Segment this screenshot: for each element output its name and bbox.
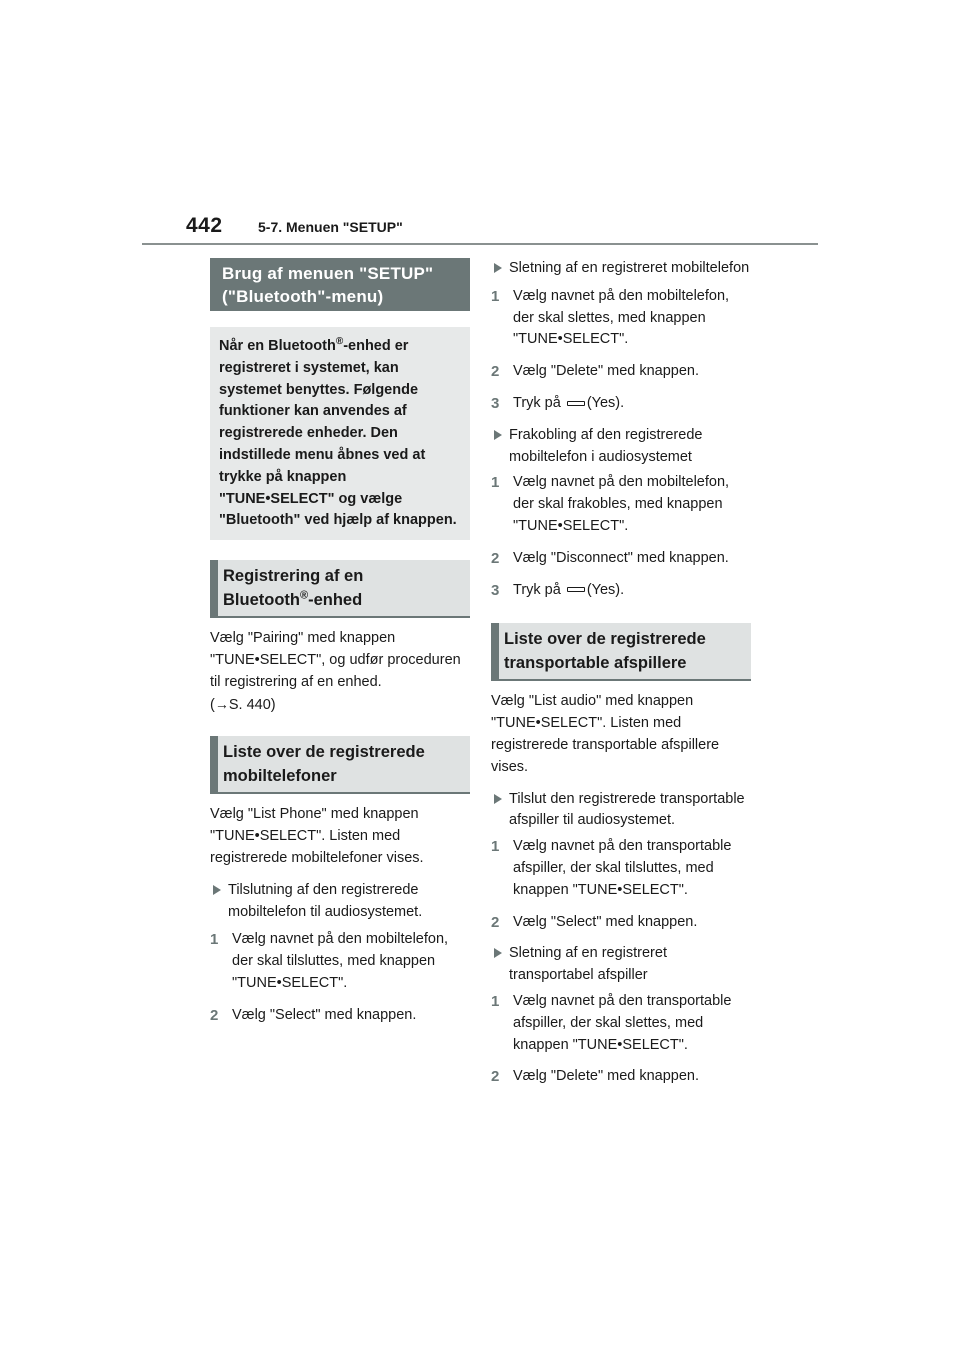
step-text-post: (Yes). [586, 394, 625, 411]
phone-button-icon [567, 401, 585, 406]
phone-button-icon [567, 587, 585, 592]
left-column [210, 258, 470, 1027]
bullet-text: Sletning af en registreret transportabel afspiller [509, 945, 667, 984]
section-heading: Brug af menuen "SETUP" ("Bluetooth"-menu) [210, 258, 470, 311]
step-number: 2 [491, 913, 500, 931]
step-text-pre: Tryk på [513, 394, 561, 411]
phones-body: Vælg "List Phone" med knappen "TUNE•SELECT". Listen med registrerede mobiltelefoner vises. [210, 806, 424, 866]
header-divider [142, 243, 818, 245]
step-item [491, 472, 751, 537]
registration-heading-pre: Bluetooth [223, 591, 300, 610]
bullet-text: Tilslutning af den registrerede mobiltelefon til audiosystemet. [228, 881, 423, 920]
step-number: 1 [210, 931, 219, 949]
registration-heading-post: -enhed [308, 591, 363, 610]
step-text: Vælg navnet på den mobiltelefon, der skal slettes, med knappen "TUNE•SELECT". [513, 287, 730, 348]
step-item [491, 912, 751, 934]
step-item [210, 1005, 470, 1027]
registration-heading [210, 560, 470, 618]
step-item [491, 393, 751, 415]
intro-text-post: -enhed er registreret i systemet, kan systemet benyttes. Følgende funktioner kan anvendes af registrerede enheder. Den indstillede menu åbnes ved at trykke på knappen "TUNE•SELECT" og vælge "Bluetooth" ved hjælp af knappen. [219, 338, 457, 529]
triangle-bullet-icon [494, 263, 502, 273]
reference-arrow-icon: → [214, 695, 229, 712]
step-item [491, 286, 751, 351]
step-number: 1 [491, 474, 500, 492]
intro-text-pre: Når en Bluetooth [219, 338, 336, 354]
step-item [491, 548, 751, 570]
step-number: 1 [491, 838, 500, 856]
step-text: Vælg navnet på den transportable afspiller, der skal slettes, med knappen "TUNE•SELECT". [513, 992, 732, 1053]
step-item [491, 361, 751, 383]
phones-heading: Liste over de registrerede mobiltelefoner [210, 736, 470, 794]
players-body: Vælg "List audio" med knappen "TUNE•SELECT". Listen med registrerede transportable afspillere vises. [491, 693, 720, 775]
step-item [491, 580, 751, 602]
chapter-title: 5-7. Menuen "SETUP" [258, 219, 403, 235]
triangle-bullet-icon [494, 948, 502, 958]
step-item [491, 991, 751, 1056]
intro-box [210, 327, 470, 540]
step-number: 2 [491, 363, 500, 381]
registered-mark: ® [299, 589, 309, 602]
page-reference[interactable]: S. 440 [228, 696, 271, 713]
step-item [491, 836, 751, 901]
step-item [210, 929, 470, 994]
bullet-text: Tilslut den registrerede transportable afspiller til audiosystemet. [509, 790, 745, 829]
step-number: 2 [210, 1006, 219, 1024]
step-text: Vælg "Select" med knappen. [513, 913, 698, 930]
connect-phone-bullet [210, 880, 470, 924]
step-text: Vælg "Select" med knappen. [232, 1006, 417, 1023]
step-item [491, 1066, 751, 1088]
step-text: Vælg navnet på den mobiltelefon, der skal tilsluttes, med knappen "TUNE•SELECT". [232, 931, 449, 991]
bullet-text: Sletning af en registreret mobiltelefon [509, 260, 750, 276]
triangle-bullet-icon [494, 794, 502, 804]
bullet-text: Frakobling af den registrerede mobiltelefon i audiosystemet [509, 426, 703, 465]
registered-mark: ® [335, 336, 344, 348]
right-column [491, 258, 751, 1088]
step-number: 1 [491, 287, 500, 305]
step-text: Vælg "Delete" med knappen. [513, 363, 700, 380]
triangle-bullet-icon [213, 885, 221, 895]
triangle-bullet-icon [494, 430, 502, 440]
page-number: 442 [186, 214, 223, 237]
delete-player-bullet [491, 943, 751, 987]
registration-body: Vælg "Pairing" med knappen "TUNE•SELECT", og udfør proceduren til registrering af en enhed. (→S. 440) [210, 630, 461, 713]
players-heading: Liste over de registrerede transportable afspillere [491, 623, 751, 681]
registration-heading-line1: Registrering af en [223, 567, 364, 586]
connect-player-bullet [491, 789, 751, 833]
step-number: 3 [491, 581, 500, 599]
step-text: Vælg "Disconnect" med knappen. [513, 549, 729, 566]
registration-text: Vælg "Pairing" med knappen "TUNE•SELECT", og udfør proceduren til registrering af en enhed. [210, 630, 461, 690]
step-number: 1 [491, 992, 500, 1010]
step-text: Vælg "Delete" med knappen. [513, 1068, 700, 1085]
step-text: Vælg navnet på den mobiltelefon, der skal frakobles, med knappen "TUNE•SELECT". [513, 474, 730, 534]
step-number: 2 [491, 549, 500, 567]
step-text: Vælg navnet på den transportable afspiller, der skal tilsluttes, med knappen "TUNE•SELECT". [513, 838, 732, 898]
step-text-post: (Yes). [586, 581, 625, 598]
disconnect-phone-bullet [491, 425, 751, 469]
delete-phone-bullet [491, 258, 751, 280]
step-number: 3 [491, 394, 500, 412]
step-text-pre: Tryk på [513, 581, 561, 598]
step-number: 2 [491, 1068, 500, 1086]
